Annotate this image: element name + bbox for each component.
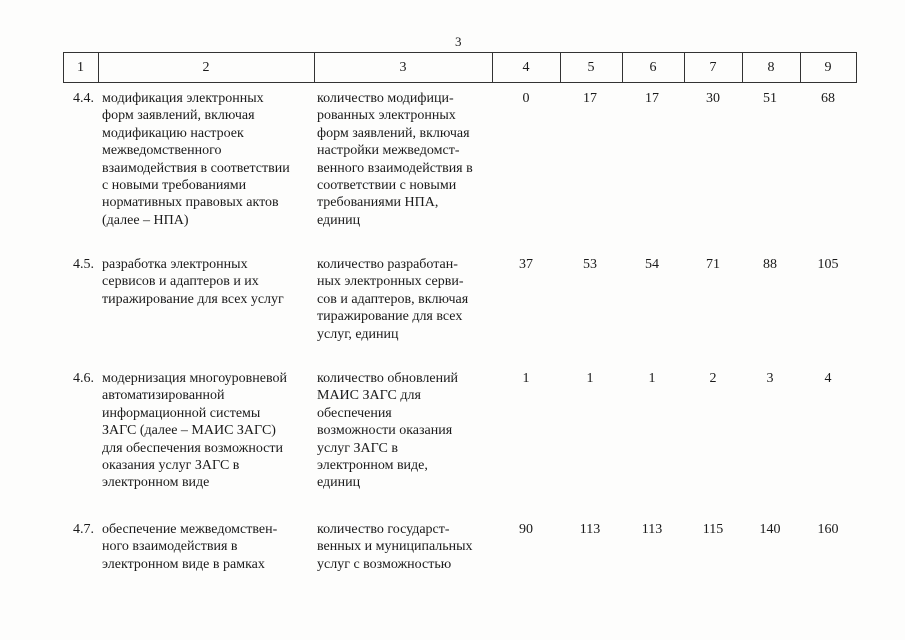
row-number: 4.6. [73,371,94,386]
row-value-col-5: 113 [579,522,601,537]
description-line: с новыми требованиями [102,178,247,194]
row-value-col-5: 17 [583,91,597,106]
description-line: модернизация многоуровневой [102,371,287,386]
indicator-line: услуг ЗАГС в [317,440,398,456]
indicator-line: соответствии с новыми [317,178,457,194]
indicator-line: единиц [317,475,361,491]
description-line: взаимодействия в соответствии [102,160,290,176]
header-col-9: 9 [824,60,832,75]
row-value-col-8: 88 [763,257,777,272]
indicator-line: ных электронных серви- [317,274,464,290]
description-line: автоматизированной [102,388,225,404]
header-col-2: 2 [202,60,210,75]
indicator-line: количество обновлений [317,371,459,386]
row-value-col-4: 90 [519,522,533,537]
description-line: межведомственного [102,143,222,159]
header-top-border [63,52,857,53]
indicator-line: тиражирование для всех [317,309,463,325]
indicator-line: форм заявлений, включая [317,125,470,141]
indicator-line: рованных электронных [317,108,456,124]
row-number: 4.5. [73,257,94,272]
row-description [102,370,309,492]
description-line: электронном виде в рамках [102,556,265,572]
description-line: разработка электронных [102,257,248,272]
row-value-col-8: 140 [759,522,781,537]
row-value-col-7: 30 [706,91,720,106]
row-description [102,256,309,308]
row-value-col-5: 1 [586,371,594,386]
row-value-col-8: 51 [763,91,777,106]
description-line: нормативных правовых актов [102,195,279,211]
row-value-col-7: 71 [706,257,720,272]
indicator-line: количество государст- [317,522,450,537]
indicator-line: единиц [317,212,361,228]
description-line: (далее – НПА) [102,212,189,228]
header-col-5: 5 [587,60,595,75]
row-value-col-4: 37 [519,257,533,272]
indicator-line: количество модифици- [317,91,454,106]
description-line: электронном виде [102,475,210,491]
header-col-1: 1 [77,60,84,75]
header-col-3: 3 [399,60,407,75]
description-line: ного взаимодействия в [102,539,238,555]
header-col-7: 7 [709,60,717,75]
description-line: модификация электронных [102,91,264,106]
indicator-line: требованиями НПА, [317,195,439,211]
row-value-col-6: 17 [645,91,659,106]
row-value-col-6: 54 [645,257,659,272]
indicator-line: обеспечения [317,405,392,421]
row-value-col-9: 4 [824,371,832,386]
indicator-line: МАИС ЗАГС для [317,388,421,404]
row-indicator [317,90,489,229]
row-value-col-4: 1 [522,371,530,386]
description-line: информационной системы [102,405,261,421]
header-bottom-border [63,82,857,83]
description-line: обеспечение межведомствен- [102,522,278,537]
description-line: форм заявлений, включая [102,108,255,124]
page-number: 3 [455,34,462,49]
column-divider [856,52,857,82]
indicator-line: количество разработан- [317,257,458,272]
indicator-line: настройки межведомст- [317,143,460,159]
description-line: для обеспечения возможности [102,440,283,456]
row-indicator [317,256,489,343]
row-value-col-9: 105 [817,257,839,272]
description-line: ЗАГС (далее – МАИС ЗАГС) [102,423,276,439]
row-description [102,521,309,573]
row-description [102,90,309,229]
header-col-8: 8 [767,60,775,75]
description-line: сервисов и адаптеров и их [102,274,259,290]
row-value-col-6: 1 [648,371,656,386]
header-col-6: 6 [649,60,657,75]
row-value-col-9: 68 [821,91,835,106]
row-value-col-5: 53 [583,257,597,272]
indicator-line: венного взаимодействия в [317,160,473,176]
row-indicator [317,370,489,492]
indicator-line: электронном виде, [317,458,428,474]
row-value-col-4: 0 [522,91,530,106]
row-value-col-6: 113 [641,522,663,537]
description-line: тиражирование для всех услуг [102,291,284,307]
description-line: оказания услуг ЗАГС в [102,458,240,474]
header-col-4: 4 [522,60,530,75]
row-value-col-7: 115 [702,522,724,537]
row-value-col-8: 3 [766,371,774,386]
row-value-col-7: 2 [709,371,717,386]
row-number: 4.4. [73,91,94,106]
indicator-line: услуг с возможностью [317,556,452,572]
row-value-col-9: 160 [817,522,839,537]
indicator-line: возможности оказания [317,423,453,439]
indicator-line: сов и адаптеров, включая [317,291,469,307]
description-line: модификацию настроек [102,125,244,141]
row-number: 4.7. [73,522,94,537]
indicator-line: венных и муниципальных [317,539,473,555]
row-indicator [317,521,489,573]
indicator-line: услуг, единиц [317,326,399,342]
